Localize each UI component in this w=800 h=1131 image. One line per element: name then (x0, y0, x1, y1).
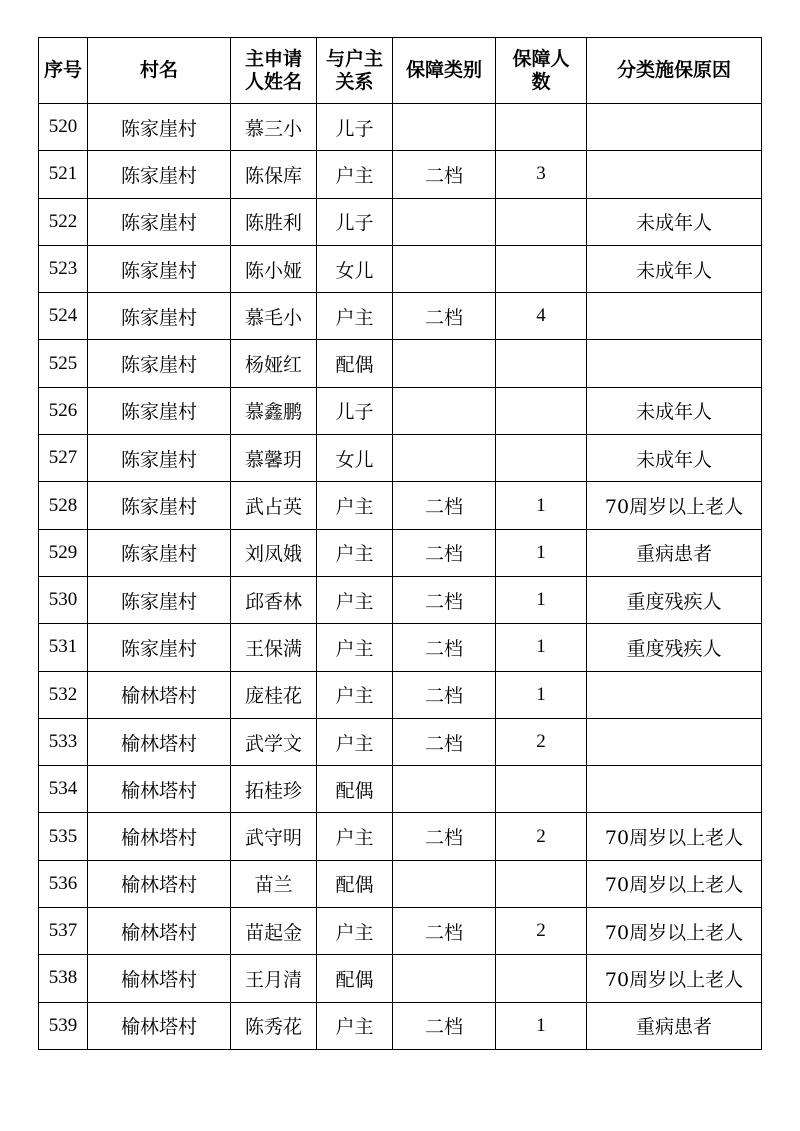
cell-reason (587, 293, 762, 340)
cell-count: 2 (496, 718, 587, 765)
cell-count: 1 (496, 482, 587, 529)
cell-seq: 523 (39, 245, 88, 292)
cell-count (496, 860, 587, 907)
table-row (39, 1002, 762, 1049)
cell-village: 榆林塔村 (88, 718, 231, 765)
cell-applicant-name: 拓桂珍 (231, 766, 317, 813)
cell-village: 陈家崖村 (88, 435, 231, 482)
cell-reason (587, 104, 762, 151)
cell-seq: 525 (39, 340, 88, 387)
table-row (39, 198, 762, 245)
cell-reason: 重病患者 (587, 1002, 762, 1049)
table-row (39, 766, 762, 813)
cell-applicant-name: 陈秀花 (231, 1002, 317, 1049)
cell-category: 二档 (393, 908, 496, 955)
cell-category: 二档 (393, 576, 496, 623)
cell-count: 2 (496, 908, 587, 955)
cell-relation: 户主 (317, 624, 393, 671)
cell-reason: 70周岁以上老人 (587, 482, 762, 529)
cell-reason: 70周岁以上老人 (587, 813, 762, 860)
cell-applicant-name: 慕三小 (231, 104, 317, 151)
cell-relation: 儿子 (317, 198, 393, 245)
header-village: 村名 (88, 38, 231, 104)
cell-relation: 户主 (317, 671, 393, 718)
cell-reason (587, 151, 762, 198)
cell-relation: 配偶 (317, 340, 393, 387)
cell-applicant-name: 王保满 (231, 624, 317, 671)
cell-reason: 未成年人 (587, 435, 762, 482)
cell-seq: 524 (39, 293, 88, 340)
cell-relation: 户主 (317, 813, 393, 860)
cell-count: 1 (496, 529, 587, 576)
table-row (39, 529, 762, 576)
cell-category (393, 245, 496, 292)
cell-seq: 528 (39, 482, 88, 529)
cell-village: 榆林塔村 (88, 955, 231, 1002)
cell-seq: 534 (39, 766, 88, 813)
cell-category: 二档 (393, 293, 496, 340)
cell-applicant-name: 王月清 (231, 955, 317, 1002)
header-count (496, 38, 587, 104)
table-row (39, 387, 762, 434)
cell-village: 榆林塔村 (88, 1002, 231, 1049)
cell-category: 二档 (393, 151, 496, 198)
cell-seq: 526 (39, 387, 88, 434)
cell-applicant-name: 武占英 (231, 482, 317, 529)
cell-applicant-name: 陈保库 (231, 151, 317, 198)
cell-applicant-name: 邱香林 (231, 576, 317, 623)
table-row (39, 908, 762, 955)
cell-seq: 521 (39, 151, 88, 198)
cell-count (496, 104, 587, 151)
cell-applicant-name: 苗起金 (231, 908, 317, 955)
cell-category (393, 387, 496, 434)
cell-seq: 536 (39, 860, 88, 907)
cell-applicant-name: 慕馨玥 (231, 435, 317, 482)
cell-applicant-name: 庞桂花 (231, 671, 317, 718)
cell-village: 榆林塔村 (88, 766, 231, 813)
cell-seq: 531 (39, 624, 88, 671)
cell-relation: 户主 (317, 576, 393, 623)
cell-seq: 527 (39, 435, 88, 482)
table-row (39, 671, 762, 718)
cell-reason: 70周岁以上老人 (587, 908, 762, 955)
table-row (39, 955, 762, 1002)
cell-reason: 未成年人 (587, 198, 762, 245)
cell-relation: 配偶 (317, 955, 393, 1002)
cell-reason: 未成年人 (587, 245, 762, 292)
cell-reason: 70周岁以上老人 (587, 955, 762, 1002)
cell-seq: 529 (39, 529, 88, 576)
cell-count (496, 766, 587, 813)
cell-relation: 户主 (317, 908, 393, 955)
cell-seq: 522 (39, 198, 88, 245)
cell-village: 陈家崖村 (88, 151, 231, 198)
cell-relation: 配偶 (317, 860, 393, 907)
cell-count (496, 198, 587, 245)
table-row (39, 624, 762, 671)
cell-village: 陈家崖村 (88, 387, 231, 434)
cell-relation: 儿子 (317, 387, 393, 434)
cell-count (496, 340, 587, 387)
cell-relation: 户主 (317, 718, 393, 765)
header-relation (317, 38, 393, 104)
cell-relation: 户主 (317, 529, 393, 576)
cell-relation: 女儿 (317, 435, 393, 482)
cell-applicant-name: 武学文 (231, 718, 317, 765)
header-seq: 序号 (39, 38, 88, 104)
cell-village: 陈家崖村 (88, 529, 231, 576)
cell-applicant-name: 慕毛小 (231, 293, 317, 340)
cell-seq: 533 (39, 718, 88, 765)
cell-count (496, 435, 587, 482)
cell-relation: 女儿 (317, 245, 393, 292)
cell-count: 2 (496, 813, 587, 860)
cell-relation: 户主 (317, 293, 393, 340)
cell-applicant-name: 武守明 (231, 813, 317, 860)
cell-relation: 户主 (317, 482, 393, 529)
cell-seq: 537 (39, 908, 88, 955)
cell-applicant-name: 刘凤娥 (231, 529, 317, 576)
table-row (39, 293, 762, 340)
cell-village: 陈家崖村 (88, 198, 231, 245)
cell-applicant-name: 苗兰 (231, 860, 317, 907)
cell-reason (587, 766, 762, 813)
cell-count: 1 (496, 624, 587, 671)
cell-village: 陈家崖村 (88, 482, 231, 529)
cell-category (393, 435, 496, 482)
table-row (39, 435, 762, 482)
cell-count: 3 (496, 151, 587, 198)
cell-village: 陈家崖村 (88, 293, 231, 340)
cell-category: 二档 (393, 718, 496, 765)
header-count-text: 保障人数 (512, 47, 570, 93)
cell-village: 陈家崖村 (88, 624, 231, 671)
cell-seq: 538 (39, 955, 88, 1002)
cell-village: 榆林塔村 (88, 813, 231, 860)
cell-category (393, 860, 496, 907)
header-applicant-text: 主申请人姓名 (244, 47, 302, 93)
header-reason: 分类施保原因 (587, 38, 762, 104)
cell-village: 陈家崖村 (88, 340, 231, 387)
header-category: 保障类别 (393, 38, 496, 104)
cell-relation: 户主 (317, 151, 393, 198)
cell-applicant-name: 慕鑫鹏 (231, 387, 317, 434)
table-row (39, 813, 762, 860)
cell-applicant-name: 陈胜利 (231, 198, 317, 245)
cell-village: 陈家崖村 (88, 245, 231, 292)
cell-category: 二档 (393, 813, 496, 860)
table-row (39, 340, 762, 387)
cell-category: 二档 (393, 482, 496, 529)
cell-count: 1 (496, 1002, 587, 1049)
cell-seq: 539 (39, 1002, 88, 1049)
cell-reason (587, 340, 762, 387)
cell-applicant-name: 杨娅红 (231, 340, 317, 387)
table-header-row (39, 38, 762, 104)
cell-category: 二档 (393, 624, 496, 671)
table-row (39, 104, 762, 151)
cell-category: 二档 (393, 529, 496, 576)
cell-reason (587, 671, 762, 718)
cell-category (393, 766, 496, 813)
cell-category (393, 340, 496, 387)
cell-count: 1 (496, 576, 587, 623)
cell-relation: 儿子 (317, 104, 393, 151)
cell-category (393, 955, 496, 1002)
cell-village: 榆林塔村 (88, 671, 231, 718)
cell-reason: 重病患者 (587, 529, 762, 576)
cell-village: 陈家崖村 (88, 104, 231, 151)
cell-category (393, 104, 496, 151)
assistance-roster-table (38, 37, 762, 1050)
cell-village: 陈家崖村 (88, 576, 231, 623)
cell-reason: 重度残疾人 (587, 576, 762, 623)
cell-count (496, 387, 587, 434)
cell-count: 4 (496, 293, 587, 340)
table-row (39, 151, 762, 198)
cell-seq: 532 (39, 671, 88, 718)
header-relation-text: 与户主关系 (325, 47, 383, 93)
cell-seq: 520 (39, 104, 88, 151)
table-row (39, 860, 762, 907)
cell-category (393, 198, 496, 245)
cell-count (496, 245, 587, 292)
cell-seq: 535 (39, 813, 88, 860)
table-row (39, 482, 762, 529)
cell-village: 榆林塔村 (88, 860, 231, 907)
cell-reason (587, 718, 762, 765)
cell-reason: 重度残疾人 (587, 624, 762, 671)
cell-count: 1 (496, 671, 587, 718)
cell-category: 二档 (393, 671, 496, 718)
cell-relation: 配偶 (317, 766, 393, 813)
table-body (39, 104, 762, 1050)
table-row (39, 718, 762, 765)
cell-village: 榆林塔村 (88, 908, 231, 955)
cell-category: 二档 (393, 1002, 496, 1049)
cell-seq: 530 (39, 576, 88, 623)
cell-relation: 户主 (317, 1002, 393, 1049)
table-row (39, 576, 762, 623)
header-applicant (231, 38, 317, 104)
cell-reason: 70周岁以上老人 (587, 860, 762, 907)
cell-count (496, 955, 587, 1002)
cell-applicant-name: 陈小娅 (231, 245, 317, 292)
cell-reason: 未成年人 (587, 387, 762, 434)
table-row (39, 245, 762, 292)
